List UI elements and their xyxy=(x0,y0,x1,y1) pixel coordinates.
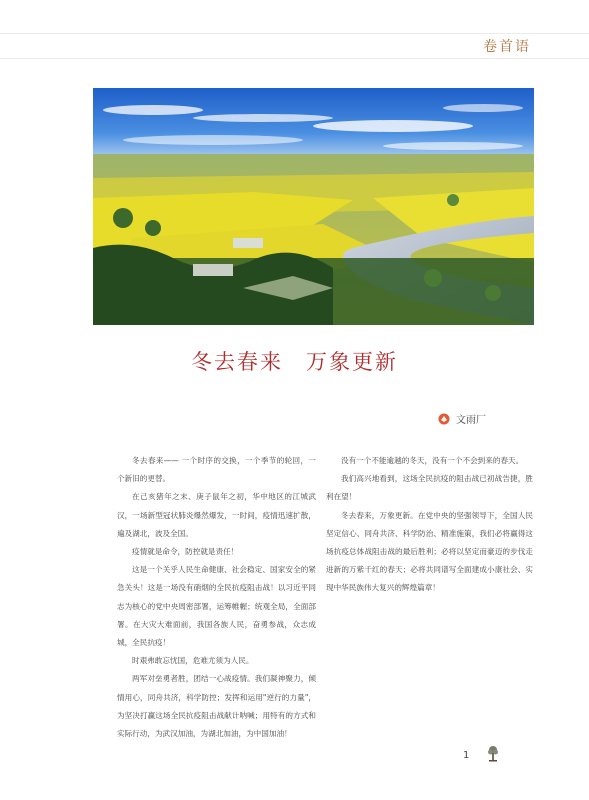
article-paragraph: 这是一个关乎人民生命健康、社会稳定、国家安全的紧急关头！这是一场没有硝烟的全民抗疫阻击战！以习近平同志为核心的党中央周密部署，运筹帷幄；统观全局，全面部署。在大灾大难面前，我国各族人民，奋勇参战，众志成城，全民抗疫！ xyxy=(117,565,316,648)
hero-image xyxy=(93,88,534,325)
section-label: 卷首语 xyxy=(483,39,531,55)
article-column-left xyxy=(117,452,316,743)
page-number: 1 xyxy=(463,750,470,761)
article-paragraph: 冬去春来—— 一个时序的交换，一个季节的轮回，一个新旧的更替。 xyxy=(117,456,316,484)
tree-icon xyxy=(487,745,499,763)
article-paragraph: 我们高兴地看到，这场全民抗疫的阻击战已初战告捷，胜利在望！ xyxy=(326,474,533,502)
author-byline xyxy=(438,411,486,426)
author-name: 文雨厂 xyxy=(456,415,486,426)
article-paragraph: 时艰弗敢忘忧国，危难尤须为人民。 xyxy=(132,656,254,666)
stamp-icon xyxy=(438,413,450,425)
article-paragraph: 两军对垒勇者胜，团结一心战疫情。我们凝神聚力，倾情用心，同舟共济，科学防控；发挥和运用"逆行的力量"，为坚决打赢这场全民抗疫阻击战献计呐喊；用特有的方式和实际行动，为武汉加油，为湖北加油，为中国加油！ xyxy=(117,674,316,739)
article-title: 冬去春来 万象更新 xyxy=(191,350,398,374)
header-band xyxy=(0,33,589,59)
article-paragraph: 疫情就是命令，防控就是责任！ xyxy=(132,547,239,557)
article-column-right xyxy=(326,452,533,598)
article-paragraph: 在己亥猪年之末、庚子鼠年之初，华中地区的江城武汉，一场新型冠状肺炎爆然爆发，一时间，疫情迅速扩散，遍及湖北，波及全国。 xyxy=(117,492,316,538)
article-paragraph: 冬去春来，万象更新。在党中央的坚强领导下，全国人民坚定信心、同舟共济、科学防治、精准施策，我们必将赢得这场抗疫总体战阻击战的最后胜利；必将以坚定而豪迈的步伐走进新的万紫千红的春天；必将共同谱写全面建成小康社会、实现中华民族伟大复兴的辉煌篇章！ xyxy=(326,510,533,593)
article-paragraph: 没有一个不能逾越的冬天，没有一个不会到来的春天。 xyxy=(341,456,524,465)
